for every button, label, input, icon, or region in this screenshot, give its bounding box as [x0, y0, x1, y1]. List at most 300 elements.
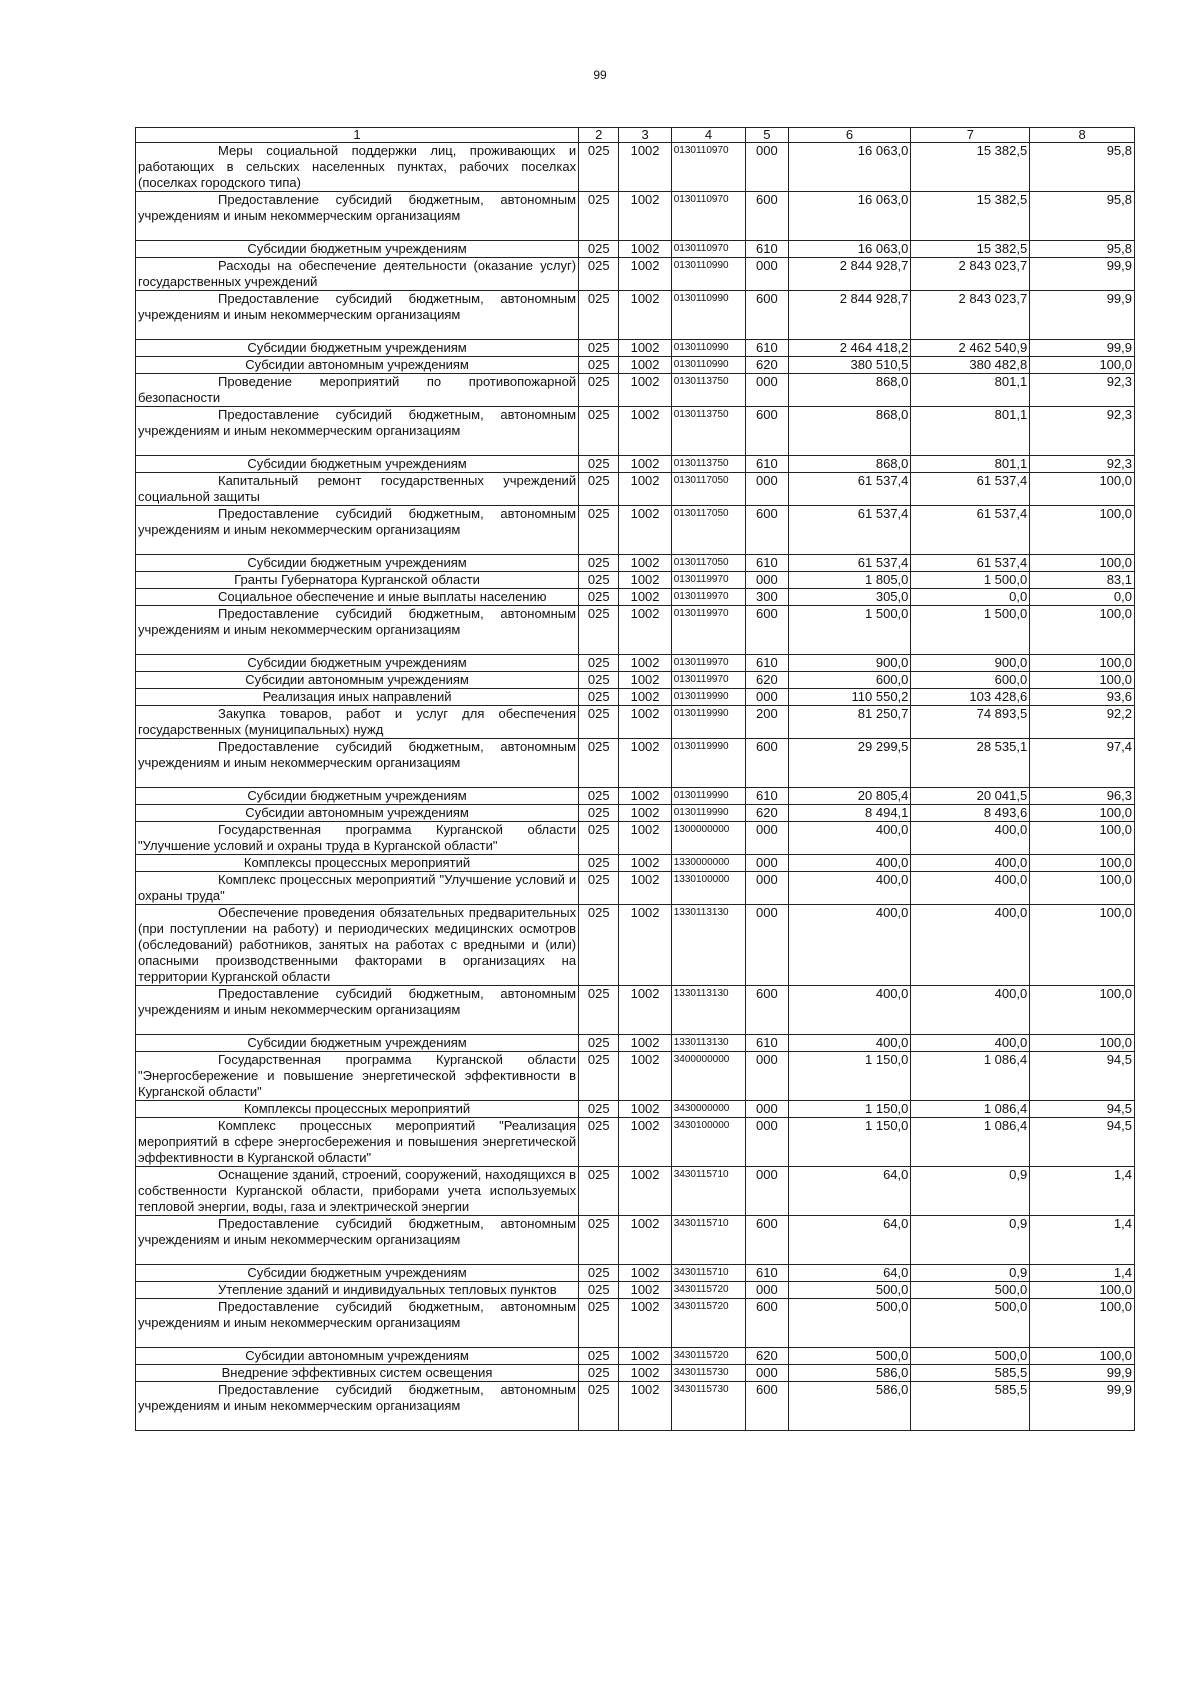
row-target-code: 3430115710 [671, 1167, 746, 1216]
row-planned: 400,0 [788, 822, 911, 855]
table-row [136, 589, 1135, 606]
row-planned: 64,0 [788, 1216, 911, 1265]
row-percent: 100,0 [1030, 1348, 1135, 1365]
row-admin-code: 025 [579, 822, 619, 855]
row-name: Комплекс процессных мероприятий "Реализация мероприятий в сфере энергосбережения и повышения энергетической эффективности в Курганской области" [136, 1118, 579, 1167]
row-planned: 500,0 [788, 1282, 911, 1299]
row-section-code: 1002 [619, 506, 671, 555]
row-planned: 16 063,0 [788, 192, 911, 241]
row-percent: 92,3 [1030, 456, 1135, 473]
row-expense-type: 000 [746, 1101, 788, 1118]
table-row [136, 291, 1135, 340]
row-admin-code: 025 [579, 1265, 619, 1282]
row-section-code: 1002 [619, 555, 671, 572]
row-percent: 100,0 [1030, 1299, 1135, 1348]
row-planned: 900,0 [788, 655, 911, 672]
header-col-4: 4 [671, 128, 746, 143]
row-target-code: 1330113130 [671, 1035, 746, 1052]
row-percent: 92,3 [1030, 407, 1135, 456]
row-name: Субсидии бюджетным учреждениям [136, 456, 579, 473]
row-section-code: 1002 [619, 706, 671, 739]
table-row [136, 1101, 1135, 1118]
row-target-code: 3400000000 [671, 1052, 746, 1101]
row-admin-code: 025 [579, 258, 619, 291]
row-executed: 0,9 [911, 1216, 1030, 1265]
row-planned: 400,0 [788, 986, 911, 1035]
row-target-code: 0130119990 [671, 788, 746, 805]
row-planned: 64,0 [788, 1167, 911, 1216]
row-percent: 95,8 [1030, 143, 1135, 192]
row-planned: 61 537,4 [788, 473, 911, 506]
header-row [136, 128, 1135, 143]
row-percent: 83,1 [1030, 572, 1135, 589]
row-name: Предоставление субсидий бюджетным, автономным учреждениям и иным некоммерческим организациям [136, 506, 579, 555]
row-executed: 900,0 [911, 655, 1030, 672]
row-percent: 100,0 [1030, 655, 1135, 672]
row-name: Внедрение эффективных систем освещения [136, 1365, 579, 1382]
row-name: Закупка товаров, работ и услуг для обеспечения государственных (муниципальных) нужд [136, 706, 579, 739]
header-col-6: 6 [788, 128, 911, 143]
row-executed: 1 500,0 [911, 606, 1030, 655]
row-planned: 400,0 [788, 855, 911, 872]
row-percent: 100,0 [1030, 986, 1135, 1035]
row-expense-type: 000 [746, 905, 788, 986]
row-section-code: 1002 [619, 340, 671, 357]
row-admin-code: 025 [579, 905, 619, 986]
row-admin-code: 025 [579, 1101, 619, 1118]
row-planned: 1 150,0 [788, 1101, 911, 1118]
row-section-code: 1002 [619, 855, 671, 872]
row-target-code: 0130119970 [671, 655, 746, 672]
row-admin-code: 025 [579, 1167, 619, 1216]
row-section-code: 1002 [619, 1101, 671, 1118]
row-executed: 74 893,5 [911, 706, 1030, 739]
row-admin-code: 025 [579, 407, 619, 456]
row-section-code: 1002 [619, 905, 671, 986]
table-row [136, 572, 1135, 589]
row-percent: 94,5 [1030, 1101, 1135, 1118]
row-percent: 93,6 [1030, 689, 1135, 706]
row-planned: 1 150,0 [788, 1052, 911, 1101]
row-target-code: 0130110970 [671, 241, 746, 258]
row-percent: 100,0 [1030, 357, 1135, 374]
row-section-code: 1002 [619, 258, 671, 291]
row-name: Меры социальной поддержки лиц, проживающих и работающих в сельских населенных пунктах, рабочих поселках (поселках городского типа) [136, 143, 579, 192]
row-planned: 400,0 [788, 905, 911, 986]
row-expense-type: 610 [746, 340, 788, 357]
row-expense-type: 600 [746, 192, 788, 241]
header-col-8: 8 [1030, 128, 1135, 143]
row-planned: 1 805,0 [788, 572, 911, 589]
row-section-code: 1002 [619, 986, 671, 1035]
table-row [136, 374, 1135, 407]
row-percent: 95,8 [1030, 241, 1135, 258]
row-executed: 8 493,6 [911, 805, 1030, 822]
table-row [136, 905, 1135, 986]
row-expense-type: 610 [746, 655, 788, 672]
row-planned: 61 537,4 [788, 555, 911, 572]
row-name: Комплекс процессных мероприятий "Улучшение условий и охраны труда" [136, 872, 579, 905]
row-expense-type: 000 [746, 1282, 788, 1299]
row-expense-type: 000 [746, 855, 788, 872]
row-executed: 61 537,4 [911, 473, 1030, 506]
row-expense-type: 600 [746, 986, 788, 1035]
row-expense-type: 200 [746, 706, 788, 739]
row-percent: 99,9 [1030, 291, 1135, 340]
row-admin-code: 025 [579, 192, 619, 241]
row-section-code: 1002 [619, 1167, 671, 1216]
row-target-code: 3430115730 [671, 1382, 746, 1431]
table-row [136, 456, 1135, 473]
row-name: Государственная программа Курганской области "Энергосбережение и повышение энергетической эффективности в Курганской области" [136, 1052, 579, 1101]
row-planned: 20 805,4 [788, 788, 911, 805]
page-number: 99 [593, 68, 607, 82]
row-target-code: 0130119970 [671, 572, 746, 589]
row-section-code: 1002 [619, 456, 671, 473]
row-percent: 100,0 [1030, 1035, 1135, 1052]
row-name: Субсидии бюджетным учреждениям [136, 1265, 579, 1282]
table-row [136, 473, 1135, 506]
table-row [136, 805, 1135, 822]
row-target-code: 0130110990 [671, 357, 746, 374]
row-percent: 97,4 [1030, 739, 1135, 788]
row-executed: 0,0 [911, 589, 1030, 606]
table-body [136, 128, 1135, 1431]
row-expense-type: 600 [746, 291, 788, 340]
table-row [136, 606, 1135, 655]
row-planned: 500,0 [788, 1348, 911, 1365]
row-admin-code: 025 [579, 340, 619, 357]
row-section-code: 1002 [619, 872, 671, 905]
row-admin-code: 025 [579, 291, 619, 340]
row-expense-type: 610 [746, 1265, 788, 1282]
row-expense-type: 610 [746, 555, 788, 572]
row-target-code: 3430115720 [671, 1348, 746, 1365]
row-expense-type: 000 [746, 1365, 788, 1382]
row-expense-type: 000 [746, 572, 788, 589]
table-row [136, 739, 1135, 788]
row-expense-type: 610 [746, 1035, 788, 1052]
row-executed: 2 843 023,7 [911, 258, 1030, 291]
row-planned: 400,0 [788, 1035, 911, 1052]
row-expense-type: 600 [746, 739, 788, 788]
row-section-code: 1002 [619, 1265, 671, 1282]
table-row [136, 689, 1135, 706]
row-section-code: 1002 [619, 589, 671, 606]
row-admin-code: 025 [579, 572, 619, 589]
row-expense-type: 000 [746, 374, 788, 407]
row-admin-code: 025 [579, 872, 619, 905]
row-admin-code: 025 [579, 241, 619, 258]
row-executed: 0,9 [911, 1167, 1030, 1216]
row-target-code: 0130113750 [671, 374, 746, 407]
row-planned: 400,0 [788, 872, 911, 905]
table-row [136, 655, 1135, 672]
row-admin-code: 025 [579, 1035, 619, 1052]
row-executed: 400,0 [911, 855, 1030, 872]
row-section-code: 1002 [619, 572, 671, 589]
row-percent: 100,0 [1030, 672, 1135, 689]
table-row [136, 1167, 1135, 1216]
row-section-code: 1002 [619, 143, 671, 192]
row-expense-type: 000 [746, 822, 788, 855]
table-row [136, 555, 1135, 572]
row-planned: 64,0 [788, 1265, 911, 1282]
row-executed: 600,0 [911, 672, 1030, 689]
row-planned: 16 063,0 [788, 143, 911, 192]
row-percent: 100,0 [1030, 473, 1135, 506]
row-executed: 2 462 540,9 [911, 340, 1030, 357]
row-name: Утепление зданий и индивидуальных тепловых пунктов [136, 1282, 579, 1299]
row-expense-type: 620 [746, 357, 788, 374]
header-col-7: 7 [911, 128, 1030, 143]
row-planned: 868,0 [788, 407, 911, 456]
row-section-code: 1002 [619, 689, 671, 706]
row-executed: 15 382,5 [911, 143, 1030, 192]
row-section-code: 1002 [619, 1118, 671, 1167]
row-target-code: 0130119970 [671, 672, 746, 689]
row-section-code: 1002 [619, 1299, 671, 1348]
table-row [136, 241, 1135, 258]
table-row [136, 506, 1135, 555]
table-row [136, 1035, 1135, 1052]
row-section-code: 1002 [619, 1382, 671, 1431]
row-executed: 20 041,5 [911, 788, 1030, 805]
row-section-code: 1002 [619, 1052, 671, 1101]
row-executed: 2 843 023,7 [911, 291, 1030, 340]
row-section-code: 1002 [619, 1365, 671, 1382]
row-name: Предоставление субсидий бюджетным, автономным учреждениям и иным некоммерческим организациям [136, 192, 579, 241]
row-name: Субсидии бюджетным учреждениям [136, 555, 579, 572]
row-admin-code: 025 [579, 788, 619, 805]
row-target-code: 0130119970 [671, 606, 746, 655]
row-percent: 100,0 [1030, 872, 1135, 905]
row-executed: 801,1 [911, 407, 1030, 456]
row-expense-type: 000 [746, 1118, 788, 1167]
row-expense-type: 300 [746, 589, 788, 606]
row-section-code: 1002 [619, 788, 671, 805]
row-executed: 400,0 [911, 872, 1030, 905]
row-section-code: 1002 [619, 1035, 671, 1052]
row-admin-code: 025 [579, 1299, 619, 1348]
table-row [136, 340, 1135, 357]
row-admin-code: 025 [579, 1382, 619, 1431]
row-expense-type: 600 [746, 1216, 788, 1265]
row-planned: 600,0 [788, 672, 911, 689]
row-target-code: 3430115710 [671, 1216, 746, 1265]
row-percent: 99,9 [1030, 1365, 1135, 1382]
row-executed: 103 428,6 [911, 689, 1030, 706]
row-name: Субсидии автономным учреждениям [136, 672, 579, 689]
row-name: Социальное обеспечение и иные выплаты населению [136, 589, 579, 606]
row-target-code: 0130110990 [671, 258, 746, 291]
row-admin-code: 025 [579, 855, 619, 872]
row-executed: 28 535,1 [911, 739, 1030, 788]
row-percent: 1,4 [1030, 1265, 1135, 1282]
row-planned: 380 510,5 [788, 357, 911, 374]
table-row [136, 1118, 1135, 1167]
table-row [136, 357, 1135, 374]
row-section-code: 1002 [619, 1216, 671, 1265]
row-percent: 100,0 [1030, 905, 1135, 986]
table-row [136, 258, 1135, 291]
table-row [136, 143, 1135, 192]
row-planned: 586,0 [788, 1365, 911, 1382]
row-executed: 500,0 [911, 1282, 1030, 1299]
row-executed: 585,5 [911, 1365, 1030, 1382]
row-planned: 586,0 [788, 1382, 911, 1431]
row-target-code: 0130110990 [671, 340, 746, 357]
row-executed: 585,5 [911, 1382, 1030, 1431]
row-target-code: 0130117050 [671, 555, 746, 572]
row-expense-type: 600 [746, 506, 788, 555]
table-row [136, 1348, 1135, 1365]
row-name: Проведение мероприятий по противопожарной безопасности [136, 374, 579, 407]
row-executed: 500,0 [911, 1299, 1030, 1348]
row-percent: 100,0 [1030, 555, 1135, 572]
row-expense-type: 620 [746, 805, 788, 822]
row-admin-code: 025 [579, 506, 619, 555]
row-executed: 1 500,0 [911, 572, 1030, 589]
row-target-code: 1330100000 [671, 872, 746, 905]
budget-table [135, 127, 1135, 1431]
row-section-code: 1002 [619, 655, 671, 672]
row-target-code: 3430100000 [671, 1118, 746, 1167]
row-planned: 868,0 [788, 374, 911, 407]
row-admin-code: 025 [579, 374, 619, 407]
row-percent: 1,4 [1030, 1216, 1135, 1265]
row-name: Комплексы процессных мероприятий [136, 1101, 579, 1118]
row-admin-code: 025 [579, 143, 619, 192]
table-row [136, 1052, 1135, 1101]
row-planned: 305,0 [788, 589, 911, 606]
row-section-code: 1002 [619, 357, 671, 374]
row-name: Предоставление субсидий бюджетным, автономным учреждениям и иным некоммерческим организациям [136, 407, 579, 456]
row-expense-type: 600 [746, 606, 788, 655]
row-target-code: 3430115710 [671, 1265, 746, 1282]
row-expense-type: 620 [746, 1348, 788, 1365]
row-admin-code: 025 [579, 706, 619, 739]
row-executed: 1 086,4 [911, 1118, 1030, 1167]
table-row [136, 192, 1135, 241]
row-section-code: 1002 [619, 805, 671, 822]
row-target-code: 0130110970 [671, 143, 746, 192]
row-executed: 400,0 [911, 822, 1030, 855]
row-target-code: 3430115730 [671, 1365, 746, 1382]
row-target-code: 1330000000 [671, 855, 746, 872]
row-expense-type: 620 [746, 672, 788, 689]
row-name: Реализация иных направлений [136, 689, 579, 706]
row-expense-type: 600 [746, 1382, 788, 1431]
row-section-code: 1002 [619, 407, 671, 456]
row-admin-code: 025 [579, 357, 619, 374]
row-admin-code: 025 [579, 473, 619, 506]
header-col-3: 3 [619, 128, 671, 143]
row-percent: 95,8 [1030, 192, 1135, 241]
row-executed: 15 382,5 [911, 192, 1030, 241]
row-section-code: 1002 [619, 291, 671, 340]
row-admin-code: 025 [579, 805, 619, 822]
row-name: Гранты Губернатора Курганской области [136, 572, 579, 589]
row-target-code: 0130119990 [671, 706, 746, 739]
row-planned: 868,0 [788, 456, 911, 473]
row-target-code: 0130117050 [671, 473, 746, 506]
table-row [136, 1265, 1135, 1282]
row-planned: 81 250,7 [788, 706, 911, 739]
row-section-code: 1002 [619, 739, 671, 788]
row-planned: 2 844 928,7 [788, 291, 911, 340]
row-percent: 94,5 [1030, 1118, 1135, 1167]
table-row [136, 672, 1135, 689]
row-planned: 8 494,1 [788, 805, 911, 822]
row-name: Предоставление субсидий бюджетным, автономным учреждениям и иным некоммерческим организациям [136, 739, 579, 788]
table-row [136, 1282, 1135, 1299]
row-percent: 100,0 [1030, 1282, 1135, 1299]
row-executed: 500,0 [911, 1348, 1030, 1365]
row-planned: 2 464 418,2 [788, 340, 911, 357]
row-percent: 1,4 [1030, 1167, 1135, 1216]
table-row [136, 706, 1135, 739]
row-admin-code: 025 [579, 689, 619, 706]
row-executed: 801,1 [911, 456, 1030, 473]
row-planned: 61 537,4 [788, 506, 911, 555]
table-row [136, 822, 1135, 855]
row-target-code: 0130113750 [671, 456, 746, 473]
row-admin-code: 025 [579, 1348, 619, 1365]
row-expense-type: 000 [746, 258, 788, 291]
header-col-2: 2 [579, 128, 619, 143]
row-target-code: 0130110970 [671, 192, 746, 241]
row-section-code: 1002 [619, 672, 671, 689]
row-expense-type: 610 [746, 788, 788, 805]
row-target-code: 3430115720 [671, 1299, 746, 1348]
table-row [136, 788, 1135, 805]
table-row [136, 1216, 1135, 1265]
row-executed: 380 482,8 [911, 357, 1030, 374]
row-target-code: 0130119990 [671, 805, 746, 822]
row-planned: 29 299,5 [788, 739, 911, 788]
row-name: Субсидии автономным учреждениям [136, 805, 579, 822]
row-executed: 801,1 [911, 374, 1030, 407]
row-expense-type: 610 [746, 241, 788, 258]
header-col-5: 5 [746, 128, 788, 143]
row-percent: 100,0 [1030, 822, 1135, 855]
row-name: Предоставление субсидий бюджетным, автономным учреждениям и иным некоммерческим организациям [136, 1299, 579, 1348]
row-executed: 1 086,4 [911, 1101, 1030, 1118]
row-name: Предоставление субсидий бюджетным, автономным учреждениям и иным некоммерческим организациям [136, 986, 579, 1035]
row-percent: 0,0 [1030, 589, 1135, 606]
row-target-code: 1330113130 [671, 905, 746, 986]
row-expense-type: 000 [746, 143, 788, 192]
row-admin-code: 025 [579, 555, 619, 572]
row-name: Оснащение зданий, строений, сооружений, находящихся в собственности Курганской области, приборами учета используемых тепловой энергии, воды, газа и электрической энергии [136, 1167, 579, 1216]
row-name: Обеспечение проведения обязательных предварительных (при поступлении на работу) и периодических медицинских осмотров (обследований) работников, занятых на работах с вредными и (или) опасными производственными факторами в организациях на территории Курганской области [136, 905, 579, 986]
row-target-code: 3430000000 [671, 1101, 746, 1118]
row-expense-type: 000 [746, 689, 788, 706]
row-admin-code: 025 [579, 1118, 619, 1167]
row-admin-code: 025 [579, 1365, 619, 1382]
row-expense-type: 000 [746, 872, 788, 905]
row-percent: 100,0 [1030, 805, 1135, 822]
row-percent: 100,0 [1030, 855, 1135, 872]
row-name: Предоставление субсидий бюджетным, автономным учреждениям и иным некоммерческим организациям [136, 1382, 579, 1431]
row-name: Субсидии автономным учреждениям [136, 1348, 579, 1365]
row-section-code: 1002 [619, 1282, 671, 1299]
row-expense-type: 000 [746, 1052, 788, 1101]
row-expense-type: 600 [746, 407, 788, 456]
row-expense-type: 000 [746, 473, 788, 506]
row-section-code: 1002 [619, 1348, 671, 1365]
